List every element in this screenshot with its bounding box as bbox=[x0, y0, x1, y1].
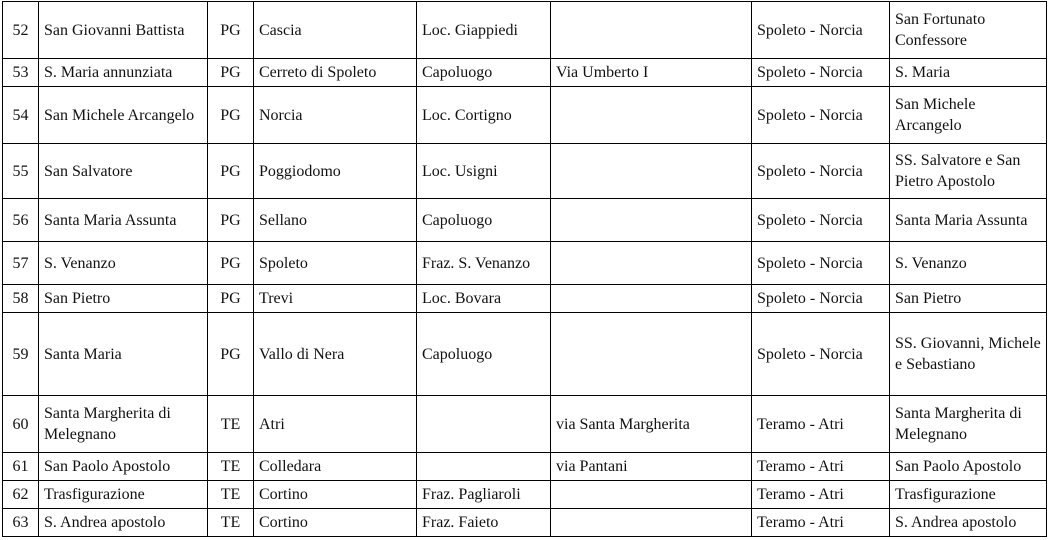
table-row bbox=[3, 481, 1047, 509]
diocese-cell: Teramo - Atri bbox=[752, 481, 890, 509]
province-cell: PG bbox=[208, 59, 254, 87]
dedication-cell: S. Venanzo bbox=[890, 242, 1047, 285]
church-name-cell: S. Andrea apostolo bbox=[39, 509, 208, 537]
table-row bbox=[3, 59, 1047, 87]
diocese-cell: Teramo - Atri bbox=[752, 396, 890, 453]
municipality-cell: Cerreto di Spoleto bbox=[254, 59, 417, 87]
locality-cell: Fraz. Faieto bbox=[417, 509, 551, 537]
diocese-cell: Teramo - Atri bbox=[752, 453, 890, 481]
church-name-cell: Santa Margherita di Melegnano bbox=[39, 396, 208, 453]
table-row bbox=[3, 144, 1047, 199]
province-cell: PG bbox=[208, 2, 254, 59]
church-name-cell: San Paolo Apostolo bbox=[39, 453, 208, 481]
table-row bbox=[3, 396, 1047, 453]
dedication-cell: SS. Giovanni, Michele e Sebastiano bbox=[890, 313, 1047, 396]
province-cell: TE bbox=[208, 396, 254, 453]
table-row bbox=[3, 285, 1047, 313]
locality-cell: Fraz. Pagliaroli bbox=[417, 481, 551, 509]
row-number-cell: 57 bbox=[3, 242, 39, 285]
table-row bbox=[3, 509, 1047, 537]
province-cell: PG bbox=[208, 313, 254, 396]
province-cell: TE bbox=[208, 453, 254, 481]
dedication-cell: San Michele Arcangelo bbox=[890, 87, 1047, 144]
church-name-cell: S. Venanzo bbox=[39, 242, 208, 285]
municipality-cell: Vallo di Nera bbox=[254, 313, 417, 396]
dedication-cell: S. Maria bbox=[890, 59, 1047, 87]
province-cell: TE bbox=[208, 481, 254, 509]
locality-cell: Fraz. S. Venanzo bbox=[417, 242, 551, 285]
street-cell: via Santa Margherita bbox=[551, 396, 752, 453]
diocese-cell: Spoleto - Norcia bbox=[752, 2, 890, 59]
table-row bbox=[3, 453, 1047, 481]
province-cell: PG bbox=[208, 87, 254, 144]
locality-cell: Loc. Usigni bbox=[417, 144, 551, 199]
church-name-cell: S. Maria annunziata bbox=[39, 59, 208, 87]
municipality-cell: Norcia bbox=[254, 87, 417, 144]
diocese-cell: Spoleto - Norcia bbox=[752, 87, 890, 144]
locality-cell: Capoluogo bbox=[417, 199, 551, 242]
province-cell: PG bbox=[208, 199, 254, 242]
dedication-cell: Santa Margherita di Melegnano bbox=[890, 396, 1047, 453]
diocese-cell: Spoleto - Norcia bbox=[752, 199, 890, 242]
diocese-cell: Spoleto - Norcia bbox=[752, 144, 890, 199]
province-cell: PG bbox=[208, 285, 254, 313]
street-cell: via Pantani bbox=[551, 453, 752, 481]
street-cell bbox=[551, 144, 752, 199]
dedication-cell: SS. Salvatore e San Pietro Apostolo bbox=[890, 144, 1047, 199]
street-cell: Via Umberto I bbox=[551, 59, 752, 87]
table-body bbox=[3, 2, 1047, 537]
dedication-cell: Trasfigurazione bbox=[890, 481, 1047, 509]
table-row bbox=[3, 199, 1047, 242]
diocese-cell: Spoleto - Norcia bbox=[752, 242, 890, 285]
street-cell bbox=[551, 313, 752, 396]
dedication-cell: Santa Maria Assunta bbox=[890, 199, 1047, 242]
table-row bbox=[3, 313, 1047, 396]
church-name-cell: San Michele Arcangelo bbox=[39, 87, 208, 144]
diocese-cell: Spoleto - Norcia bbox=[752, 285, 890, 313]
row-number-cell: 56 bbox=[3, 199, 39, 242]
diocese-cell: Teramo - Atri bbox=[752, 509, 890, 537]
row-number-cell: 55 bbox=[3, 144, 39, 199]
locality-cell: Loc. Giappiedi bbox=[417, 2, 551, 59]
row-number-cell: 54 bbox=[3, 87, 39, 144]
churches-table bbox=[2, 1, 1047, 537]
church-name-cell: Santa Maria bbox=[39, 313, 208, 396]
row-number-cell: 59 bbox=[3, 313, 39, 396]
municipality-cell: Trevi bbox=[254, 285, 417, 313]
locality-cell bbox=[417, 396, 551, 453]
municipality-cell: Sellano bbox=[254, 199, 417, 242]
row-number-cell: 60 bbox=[3, 396, 39, 453]
row-number-cell: 63 bbox=[3, 509, 39, 537]
locality-cell: Loc. Bovara bbox=[417, 285, 551, 313]
table-row bbox=[3, 87, 1047, 144]
municipality-cell: Atri bbox=[254, 396, 417, 453]
street-cell bbox=[551, 509, 752, 537]
municipality-cell: Cortino bbox=[254, 481, 417, 509]
locality-cell: Capoluogo bbox=[417, 59, 551, 87]
municipality-cell: Spoleto bbox=[254, 242, 417, 285]
row-number-cell: 61 bbox=[3, 453, 39, 481]
church-name-cell: San Giovanni Battista bbox=[39, 2, 208, 59]
row-number-cell: 62 bbox=[3, 481, 39, 509]
diocese-cell: Spoleto - Norcia bbox=[752, 313, 890, 396]
municipality-cell: Cascia bbox=[254, 2, 417, 59]
row-number-cell: 53 bbox=[3, 59, 39, 87]
street-cell bbox=[551, 2, 752, 59]
municipality-cell: Poggiodomo bbox=[254, 144, 417, 199]
province-cell: TE bbox=[208, 509, 254, 537]
church-name-cell: Trasfigurazione bbox=[39, 481, 208, 509]
locality-cell: Capoluogo bbox=[417, 313, 551, 396]
dedication-cell: San Paolo Apostolo bbox=[890, 453, 1047, 481]
street-cell bbox=[551, 285, 752, 313]
dedication-cell: San Pietro bbox=[890, 285, 1047, 313]
municipality-cell: Cortino bbox=[254, 509, 417, 537]
street-cell bbox=[551, 242, 752, 285]
table-row bbox=[3, 2, 1047, 59]
province-cell: PG bbox=[208, 144, 254, 199]
locality-cell bbox=[417, 453, 551, 481]
municipality-cell: Colledara bbox=[254, 453, 417, 481]
locality-cell: Loc. Cortigno bbox=[417, 87, 551, 144]
row-number-cell: 58 bbox=[3, 285, 39, 313]
street-cell bbox=[551, 481, 752, 509]
church-name-cell: San Pietro bbox=[39, 285, 208, 313]
dedication-cell: S. Andrea apostolo bbox=[890, 509, 1047, 537]
church-name-cell: San Salvatore bbox=[39, 144, 208, 199]
street-cell bbox=[551, 87, 752, 144]
row-number-cell: 52 bbox=[3, 2, 39, 59]
church-name-cell: Santa Maria Assunta bbox=[39, 199, 208, 242]
province-cell: PG bbox=[208, 242, 254, 285]
street-cell bbox=[551, 199, 752, 242]
dedication-cell: San Fortunato Confessore bbox=[890, 2, 1047, 59]
table-row bbox=[3, 242, 1047, 285]
diocese-cell: Spoleto - Norcia bbox=[752, 59, 890, 87]
